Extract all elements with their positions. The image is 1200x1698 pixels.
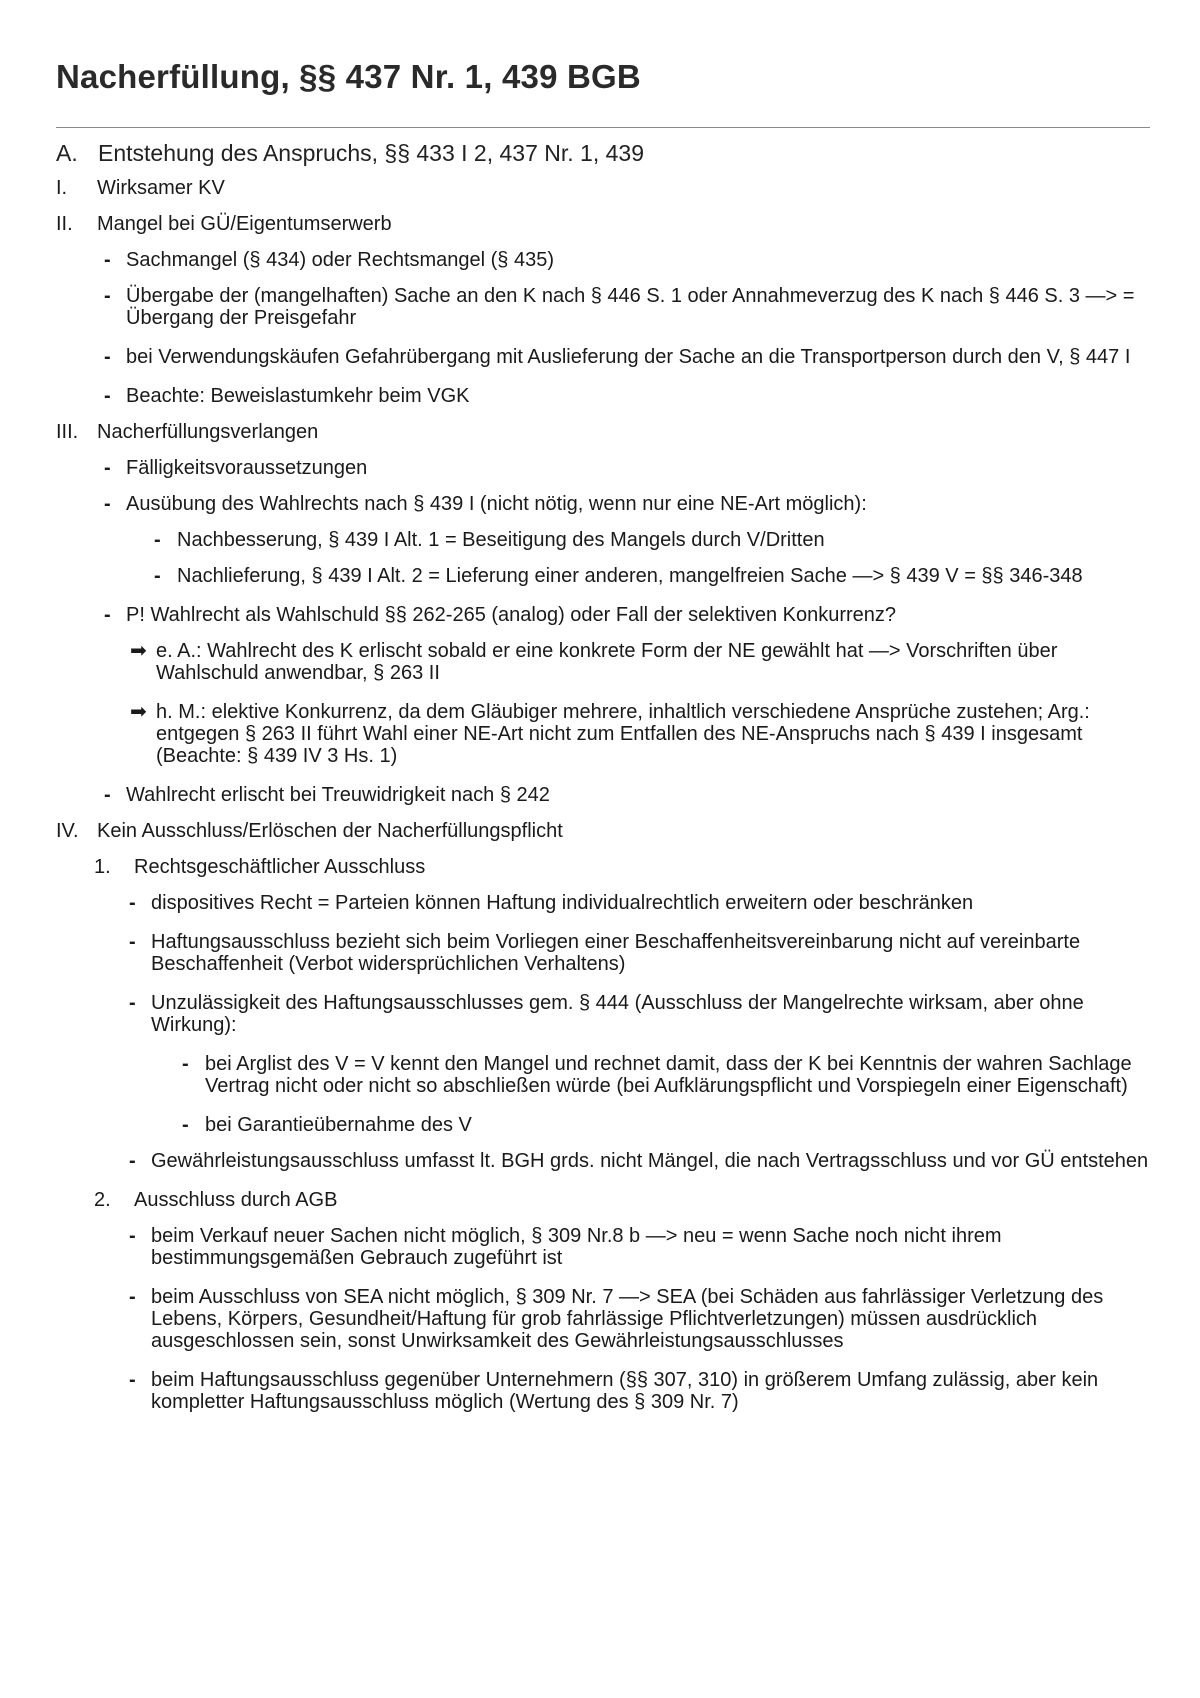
list-item-text: Wahlrecht erlischt bei Treuwidrigkeit nach § 242	[126, 784, 550, 806]
dash-bullet: -	[104, 249, 111, 271]
list-item-text: bei Verwendungskäufen Gefahrübergang mit Auslieferung der Sache an die Transportperson durch den V, § 447 I	[126, 346, 1131, 368]
dash-bullet: -	[129, 1369, 136, 1391]
point-text: Wirksamer KV	[97, 177, 225, 199]
list-item	[104, 604, 1150, 626]
section-a-heading	[56, 139, 1150, 167]
dash-bullet: -	[129, 1150, 136, 1172]
list-item-text: Unzulässigkeit des Haftungsausschlusses gem. § 444 (Ausschluss der Mangelrechte wirksam, aber ohne Wirkung):	[151, 992, 1084, 1036]
list-item	[104, 457, 1150, 479]
right-arrow-icon: ➡	[130, 701, 147, 723]
list-item-text: Haftungsausschluss bezieht sich beim Vorliegen einer Beschaffenheitsvereinbarung nicht auf vereinbarte Beschaffenheit (Verbot widersprüchlichen Verhaltens)	[151, 931, 1081, 975]
list-item	[104, 346, 1150, 368]
point-ii	[56, 213, 1150, 235]
list-item	[104, 385, 1150, 407]
dash-bullet: -	[129, 892, 136, 914]
dash-bullet: -	[129, 931, 136, 953]
dash-bullet: -	[182, 1114, 189, 1136]
arrow-item	[130, 701, 1150, 767]
list-item-text: Nachlieferung, § 439 I Alt. 2 = Lieferung einer anderen, mangelfreien Sache —> § 439 V = §§ 346-348	[177, 565, 1083, 587]
list-item-text: Sachmangel (§ 434) oder Rechtsmangel (§ 435)	[126, 249, 555, 271]
list-item-text: h. M.: elektive Konkurrenz, da dem Gläubiger mehrere, inhaltlich verschiedene Ansprüche zustehen; Arg.: entgegen § 263 II führt Wahl einer NE-Art nicht zum Entfallen des NE-Anspruchs nach § 439 I insgesamt (Beachte: § 439 IV 3 Hs. 1)	[156, 701, 1090, 767]
section-title: Entstehung des Anspruchs, §§ 433 I 2, 437 Nr. 1, 439	[98, 140, 644, 166]
roman-numeral: IV.	[56, 820, 79, 842]
list-item	[104, 784, 1150, 806]
list-item	[129, 931, 1150, 975]
list-item	[104, 249, 1150, 271]
list-item	[104, 493, 1150, 515]
dash-bullet: -	[104, 784, 111, 806]
subpoint-2	[94, 1189, 1150, 1211]
list-item	[129, 1225, 1150, 1269]
point-iii	[56, 421, 1150, 443]
point-i	[56, 177, 1150, 199]
dash-bullet: -	[104, 457, 111, 479]
subpoint-number: 1.	[94, 856, 111, 878]
list-item	[129, 1286, 1150, 1352]
list-item-text: P! Wahlrecht als Wahlschuld §§ 262-265 (analog) oder Fall der selektiven Konkurrenz?	[126, 604, 897, 626]
outline	[56, 139, 1150, 1430]
list-item-text: e. A.: Wahlrecht des K erlischt sobald er eine konkrete Form der NE gewählt hat —> Vorschriften über Wahlschuld anwendbar, § 263 II	[156, 640, 1058, 684]
list-item	[154, 529, 1150, 551]
dash-bullet: -	[104, 285, 111, 307]
list-item	[182, 1053, 1150, 1097]
title-divider	[56, 127, 1150, 128]
list-item	[104, 285, 1150, 329]
list-item-text: Gewährleistungsausschluss umfasst lt. BGH grds. nicht Mängel, die nach Vertragsschluss und vor GÜ entstehen	[151, 1150, 1149, 1172]
dash-bullet: -	[104, 493, 111, 515]
list-item-text: Fälligkeitsvoraussetzungen	[126, 457, 368, 479]
roman-numeral: III.	[56, 421, 79, 443]
point-iv	[56, 820, 1150, 842]
list-item-text: bei Garantieübernahme des V	[205, 1114, 472, 1136]
subpoint-1	[94, 856, 1150, 878]
list-item-text: Beachte: Beweislastumkehr beim VGK	[126, 385, 470, 407]
list-item	[129, 1369, 1150, 1413]
list-item-text: Übergabe der (mangelhaften) Sache an den K nach § 446 S. 1 oder Annahmeverzug des K nach § 446 S. 3 —> = Übergang der Preisgefahr	[126, 285, 1135, 329]
point-text: Nacherfüllungsverlangen	[97, 421, 319, 443]
list-item-text: Nachbesserung, § 439 I Alt. 1 = Beseitigung des Mangels durch V/Dritten	[177, 529, 825, 551]
right-arrow-icon: ➡	[130, 640, 147, 662]
dash-bullet: -	[154, 529, 161, 551]
point-text: Mangel bei GÜ/Eigentumserwerb	[97, 213, 392, 235]
dash-bullet: -	[154, 565, 161, 587]
list-item-text: beim Verkauf neuer Sachen nicht möglich, § 309 Nr.8 b —> neu = wenn Sache noch nicht ihrem bestimmungsgemäßen Gebrauch zugeführt ist	[151, 1225, 1002, 1269]
point-text: Kein Ausschluss/Erlöschen der Nacherfüllungspflicht	[97, 820, 563, 842]
list-item-text: Ausübung des Wahlrechts nach § 439 I (nicht nötig, wenn nur eine NE-Art möglich):	[126, 493, 867, 515]
list-item	[129, 1150, 1150, 1172]
dash-bullet: -	[129, 1225, 136, 1247]
subpoint-number: 2.	[94, 1189, 111, 1211]
list-item-text: bei Arglist des V = V kennt den Mangel und rechnet damit, dass der K bei Kenntnis der wahren Sachlage Vertrag nicht oder nicht so abschließen würde (bei Aufklärungspflicht und Vorspiegeln einer Eigenschaft)	[205, 1053, 1132, 1097]
list-item-text: beim Haftungsausschluss gegenüber Unternehmern (§§ 307, 310) in größerem Umfang zulässig, aber kein kompletter Haftungsausschluss möglich (Wertung des § 309 Nr. 7)	[151, 1369, 1099, 1413]
dash-bullet: -	[104, 604, 111, 626]
page-title: Nacherfüllung, §§ 437 Nr. 1, 439 BGB	[56, 58, 641, 95]
dash-bullet: -	[104, 346, 111, 368]
dash-bullet: -	[182, 1053, 189, 1075]
section-number: A.	[56, 140, 78, 166]
list-item	[129, 892, 1150, 914]
list-item	[129, 992, 1150, 1036]
dash-bullet: -	[129, 1286, 136, 1308]
roman-numeral: II.	[56, 213, 73, 235]
list-item-text: dispositives Recht = Parteien können Haftung individualrechtlich erweitern oder beschränken	[151, 892, 974, 914]
list-item-text: beim Ausschluss von SEA nicht möglich, § 309 Nr. 7 —> SEA (bei Schäden aus fahrlässiger Verletzung des Lebens, Körpers, Gesundheit/Haftung für grob fahrlässige Pflichtverletzungen) müssen ausdrücklich ausgeschlossen sein, sonst Unwirksamkeit des Gewährleistungsausschlusses	[151, 1286, 1104, 1352]
dash-bullet: -	[129, 992, 136, 1014]
list-item	[154, 565, 1150, 587]
dash-bullet: -	[104, 385, 111, 407]
subpoint-text: Ausschluss durch AGB	[134, 1189, 338, 1211]
subpoint-text: Rechtsgeschäftlicher Ausschluss	[134, 856, 426, 878]
list-item	[182, 1114, 1150, 1136]
roman-numeral: I.	[56, 177, 68, 199]
arrow-item	[130, 640, 1150, 684]
